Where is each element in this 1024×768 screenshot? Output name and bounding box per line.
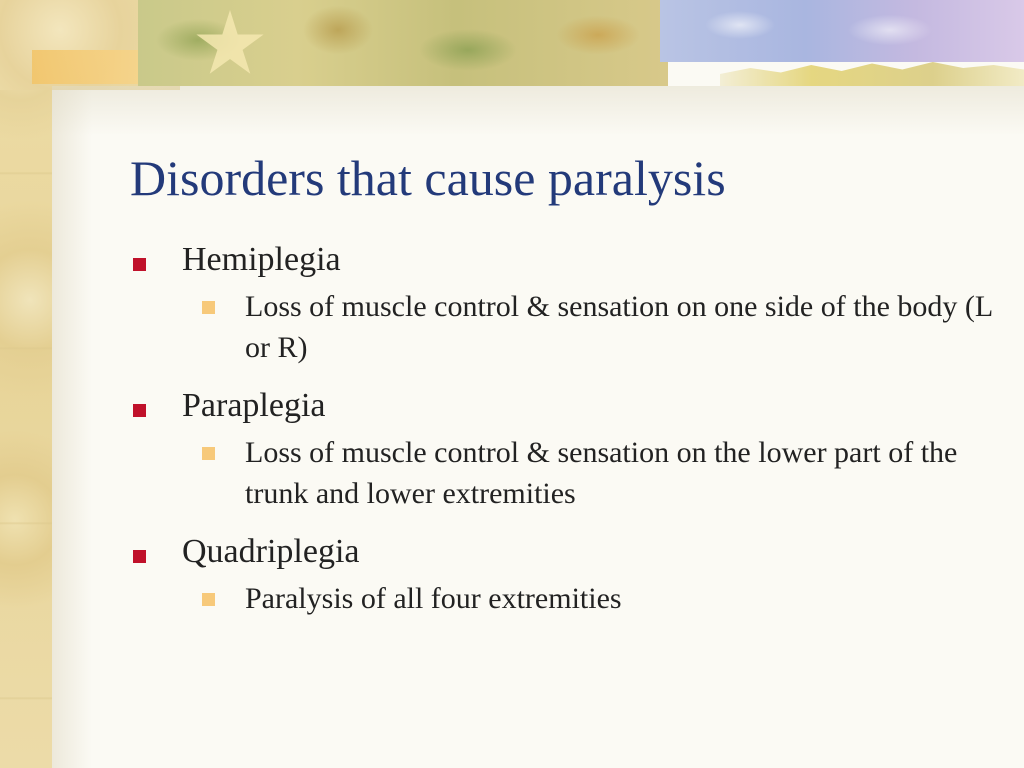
square-sub-bullet-icon — [202, 593, 215, 606]
square-bullet-icon — [133, 404, 146, 417]
bullet-list — [130, 240, 1000, 637]
slide-title: Disorders that cause paralysis — [130, 150, 726, 206]
sub-bullet-list — [182, 432, 1000, 514]
banner-orange-band — [32, 50, 142, 84]
bullet-label: Hemiplegia — [182, 241, 341, 278]
bullet-item-hemiplegia — [130, 240, 1000, 368]
banner-blue-image — [660, 0, 1024, 62]
sub-bullet-item — [182, 286, 1000, 368]
top-decorative-banner — [0, 0, 1024, 90]
sub-bullet-text: Loss of muscle control & sensation on the lower part of the trunk and lower extremities — [245, 436, 958, 510]
bullet-item-paraplegia — [130, 386, 1000, 514]
sub-bullet-list — [182, 578, 1000, 619]
square-sub-bullet-icon — [202, 447, 215, 460]
bullet-label: Quadriplegia — [182, 533, 360, 570]
bullet-label: Paraplegia — [182, 387, 326, 424]
left-decorative-strip — [0, 0, 52, 768]
square-bullet-icon — [133, 258, 146, 271]
sub-bullet-list — [182, 286, 1000, 368]
sub-bullet-item — [182, 578, 1000, 619]
bullet-item-quadriplegia — [130, 532, 1000, 619]
square-bullet-icon — [133, 550, 146, 563]
sub-bullet-text: Paralysis of all four extremities — [245, 582, 622, 615]
sub-bullet-item — [182, 432, 1000, 514]
banner-shadow — [52, 86, 1024, 136]
sub-bullet-text: Loss of muscle control & sensation on one side of the body (L or R) — [245, 290, 993, 364]
square-sub-bullet-icon — [202, 301, 215, 314]
